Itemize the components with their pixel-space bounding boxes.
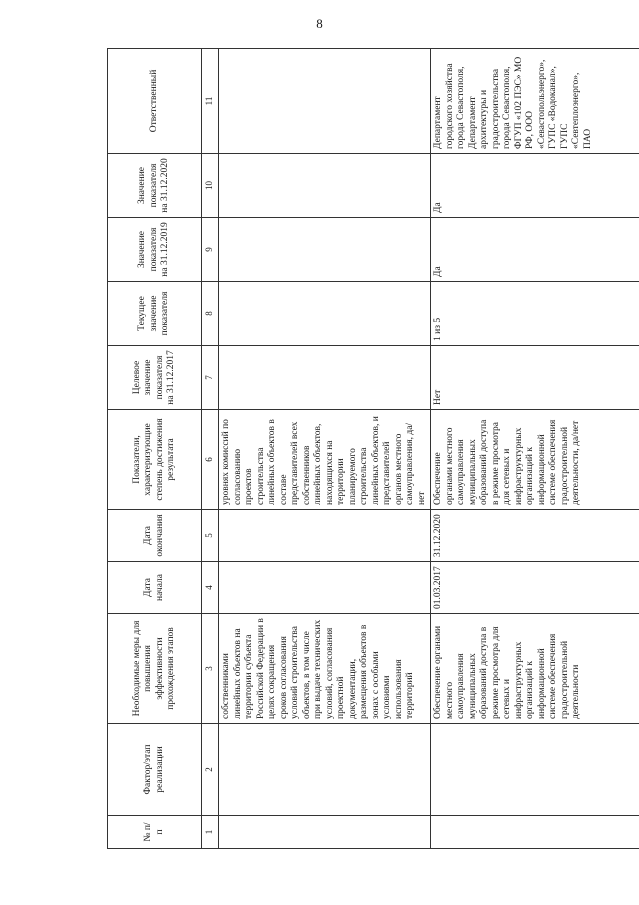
cell-indicators: уровнях комиссий по согласованию проектов строительства линейных объектов в составе представителей всех собственников линейных объектов, находящихся на территории планируемого строительства линейных объектов, и представителей органов местного самоуправления, да/нет [219,410,431,510]
column-number: 5 [202,510,219,562]
header-cell: Показатели, характеризующие степень достижения результата [108,410,202,510]
rotated-page [107,49,617,849]
page-number: 8 [316,16,323,31]
column-number: 3 [202,614,219,724]
column-number: 9 [202,218,219,282]
cell-measures: собственниками линейных объектов на территории субъекта Российской Федерации в целях сокращения сроков согласования условий строительства объектов, в том числе при выдаче технических условий, согласования проектной документации, размещения объектов в зонах с особыми условиями использования территорий [219,614,431,724]
column-number: 1 [202,816,219,849]
cell-end: 31.12.2020 [431,510,639,562]
header-cell: Дата начала [108,562,202,614]
cell-indicators: Обеспечение органами местного самоуправления муниципальных образований доступа в режиме просмотра для сетевых и инфраструктурных организаций к информационной системе обеспечения градостроительной деятельности, да/нет [431,410,639,510]
cell-value-2019: Да [431,218,639,282]
cell-target-2017 [219,346,431,410]
header-cell: Значение показателя на 31.12.2020 [108,154,202,218]
cell-start: 01.03.2017 [431,562,639,614]
cell-value-2020: Да [431,154,639,218]
column-number-row [202,49,219,849]
column-number: 11 [202,49,219,154]
header-cell: Целевое значение показателя на 31.12.2017 [108,346,202,410]
column-number: 6 [202,410,219,510]
cell-start [219,562,431,614]
cell-current [219,282,431,346]
table-header-row [108,49,202,849]
cell-target-2017: Нет [431,346,639,410]
cell-value-2020 [219,154,431,218]
cell-stage [431,724,639,816]
cell-value-2019 [219,218,431,282]
header-cell: Необходимые меры для повышения эффективности прохождения этапов [108,614,202,724]
column-number: 7 [202,346,219,410]
column-number: 4 [202,562,219,614]
header-cell: Ответственный [108,49,202,154]
cell-num [431,816,639,849]
measures-table [107,48,639,849]
cell-responsible [219,49,431,154]
column-number: 10 [202,154,219,218]
column-number: 8 [202,282,219,346]
header-cell: Фактор/этап реализации [108,724,202,816]
header-cell: Значение показателя на 31.12.2019 [108,218,202,282]
cell-responsible: Департамент городского хозяйства города Севастополя, Департамент архитектуры и градостроительства города Севастополя, ФГУП «102 ПЭС» МО РФ, ООО «Севастопольэнерго», ГУПС «Водоканал», ГУПС «Севтеплоэнерго», ПАО [431,49,639,154]
header-cell: № п/п [108,816,202,849]
cell-measures: Обеспечение органами местного самоуправления муниципальных образований доступа в режиме просмотра для сетевых и инфраструктурных организаций к информационной системе обеспечения градостроительной деятельности [431,614,639,724]
table-row [431,49,639,849]
cell-end [219,510,431,562]
cell-num [219,816,431,849]
header-cell: Текущее значение показателя [108,282,202,346]
table-row-continued [219,49,431,849]
column-number: 2 [202,724,219,816]
header-cell: Дата окончания [108,510,202,562]
cell-stage [219,724,431,816]
cell-current: 1 из 5 [431,282,639,346]
